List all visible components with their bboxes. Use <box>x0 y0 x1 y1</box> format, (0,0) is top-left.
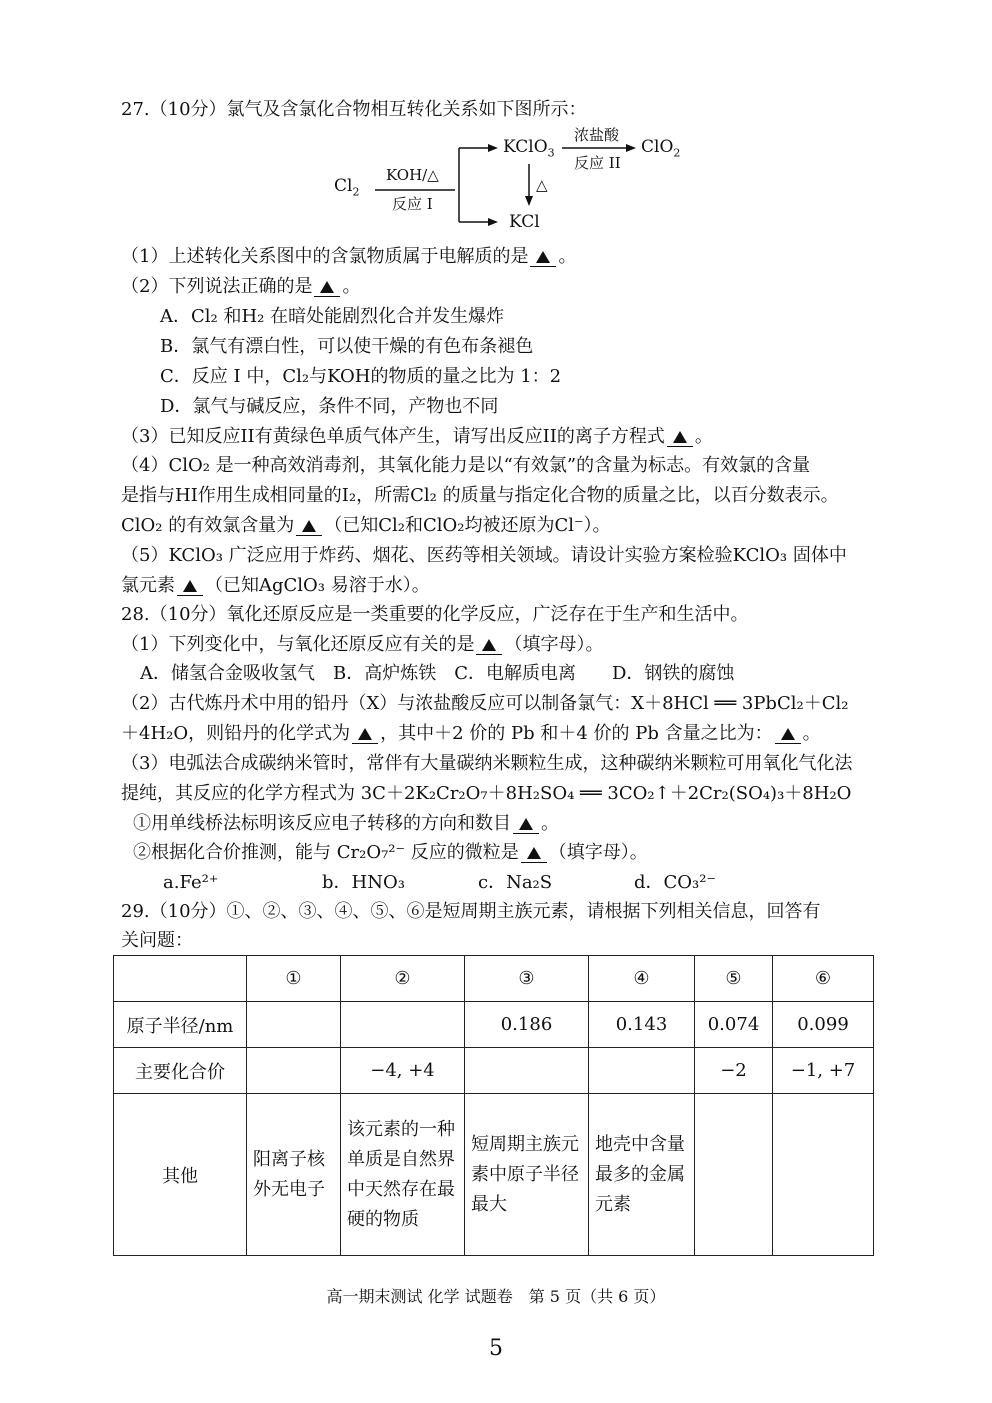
table-cell: 主要化合价 <box>114 1048 247 1094</box>
q27-option-a: A．Cl₂ 和H₂ 在暗处能剧烈化合并发生爆炸 <box>160 306 505 327</box>
answer-blank[interactable] <box>513 815 539 834</box>
reaction1-label: 反应 I <box>392 195 433 213</box>
diagram-arrows <box>0 0 992 260</box>
table-header-cell: ④ <box>589 956 695 1002</box>
triangle-icon <box>183 580 197 592</box>
table-cell <box>589 1048 695 1094</box>
cl2-label: $Cl_2$ <box>334 176 360 199</box>
table-cell <box>465 1048 589 1094</box>
triangle-icon <box>358 728 372 740</box>
q27-part2: （2）下列说法正确的是 。 <box>121 276 361 297</box>
table-row-radius <box>114 1002 874 1048</box>
triangle-icon <box>781 728 795 740</box>
table-cell <box>341 1002 465 1048</box>
q27-part1: （1）上述转化关系图中的含氯物质属于电解质的是 。 <box>121 246 577 267</box>
triangle-icon <box>519 818 533 830</box>
kcl-label: KCl <box>509 212 540 232</box>
q27-part5-line2: 氯元素 （已知AgClO₃ 易溶于水）。 <box>121 575 430 596</box>
table-header-cell: ⑥ <box>773 956 874 1002</box>
table-cell: 0.099 <box>773 1002 874 1048</box>
element-info-table <box>113 955 874 1256</box>
triangle-icon <box>482 639 496 651</box>
answer-blank[interactable] <box>775 725 801 744</box>
q29-heading-line1: 29.（10分）①、②、③、④、⑤、⑥是短周期主族元素，请根据下列相关信息，回答有 <box>121 901 821 922</box>
q27-heading: 27.（10分）氯气及含氯化合物相互转化关系如下图所示： <box>121 99 587 120</box>
koh-delta-label: KOH/△ <box>386 166 439 184</box>
table-cell: 0.186 <box>465 1002 589 1048</box>
q28-part3-line1: （3）电弧法合成碳纳米管时，常伴有大量碳纳米颗粒生成，这种碳纳米颗粒可用氧化气化法 <box>121 753 853 774</box>
table-cell <box>247 1002 341 1048</box>
q28-sub1: ①用单线桥法标明该反应电子转移的方向和数目 。 <box>133 813 559 834</box>
arrowhead-kclo3 <box>488 144 498 152</box>
q28-choice-b: b．HNO₃ <box>322 872 405 893</box>
arrowhead-down <box>525 196 533 206</box>
reaction2-label: 反应 II <box>574 154 621 172</box>
table-cell: −2 <box>695 1048 773 1094</box>
answer-blank[interactable] <box>476 636 502 655</box>
table-cell: 该元素的一种单质是自然界中天然存在最硬的物质 <box>341 1094 465 1256</box>
q28-choice-d: d．CO₃²⁻ <box>634 872 716 893</box>
table-header-row <box>114 956 874 1002</box>
arrowhead-kcl <box>488 218 498 226</box>
table-cell: −4, +4 <box>341 1048 465 1094</box>
triangle-icon <box>320 281 334 293</box>
answer-blank[interactable] <box>177 577 203 596</box>
q28-sub2: ②根据化合价推测，能与 Cr₂O₇²⁻ 反应的微粒是 （填字母）。 <box>133 842 648 863</box>
q28-part3-line2: 提纯，其反应的化学方程式为 3C＋2K₂Cr₂O₇＋8H₂SO₄ ══ 3CO₂↑＋2Cr₂(SO₄)₃＋8H₂O <box>121 783 852 804</box>
arrowhead-clo2 <box>626 144 636 152</box>
triangle-icon <box>302 520 316 532</box>
triangle-icon <box>536 251 550 263</box>
q28-part1: （1）下列变化中，与氧化还原反应有关的是 （填字母）。 <box>121 634 604 655</box>
table-row-valence <box>114 1048 874 1094</box>
q28-part1-options: A．储氢合金吸收氢气 B．高炉炼铁 C．电解质电离 D．钢铁的腐蚀 <box>140 663 735 684</box>
q27-part4-line1: （4）ClO₂ 是一种高效消毒剂，其氧化能力是以“有效氯”的含量为标志。有效氯的含量 <box>121 455 811 476</box>
table-cell: 0.074 <box>695 1002 773 1048</box>
q27-part3: （3）已知反应II有黄绿色单质气体产生，请写出反应II的离子方程式 。 <box>121 426 713 447</box>
q28-heading: 28.（10分）氧化还原反应是一类重要的化学反应，广泛存在于生产和生活中。 <box>121 604 749 625</box>
table-cell: 原子半径/nm <box>114 1002 247 1048</box>
q28-part2-line1: （2）古代炼丹术中用的铅丹（X）与浓盐酸反应可以制备氯气：X＋8HCl ══ 3PbCl₂＋Cl₂ <box>121 693 849 714</box>
page-number: 5 <box>489 1336 503 1361</box>
table-header-cell: ② <box>341 956 465 1002</box>
answer-blank[interactable] <box>530 248 556 267</box>
table-cell: 地壳中含量最多的金属元素 <box>589 1094 695 1256</box>
q27-part4-line2: 是指与HI作用生成相同量的I₂，所需Cl₂ 的质量与指定化合物的质量之比，以百分数表示。 <box>121 485 839 506</box>
answer-blank[interactable] <box>314 278 340 297</box>
table-cell: 0.143 <box>589 1002 695 1048</box>
answer-blank[interactable] <box>352 725 378 744</box>
q27-part5-line1: （5）KClO₃ 广泛应用于炸药、烟花、医药等相关领域。请设计实验方案检验KClO₃ 固体中 <box>121 545 847 566</box>
table-cell: 短周期主族元素中原子半径最大 <box>465 1094 589 1256</box>
triangle-icon <box>527 847 541 859</box>
q28-part2-line2: ＋4H₂O，则铅丹的化学式为 ，其中＋2 价的 Pb 和＋4 价的 Pb 含量之比为： 。 <box>121 723 821 744</box>
table-header-cell: ① <box>247 956 341 1002</box>
table-header-cell: ③ <box>465 956 589 1002</box>
table-cell <box>695 1094 773 1256</box>
triangle-icon <box>673 431 687 443</box>
table-header-cell <box>114 956 247 1002</box>
q29-heading-line2: 关问题： <box>121 930 193 951</box>
q27-part4-line3: ClO₂ 的有效氯含量为 （已知Cl₂和ClO₂均被还原为Cl⁻）。 <box>121 515 611 536</box>
q28-choice-a: a.Fe²⁺ <box>163 872 219 893</box>
table-row-other <box>114 1094 874 1256</box>
answer-blank[interactable] <box>521 844 547 863</box>
conc-hcl-label: 浓盐酸 <box>574 126 620 144</box>
table-cell <box>773 1094 874 1256</box>
kclo3-label: KClO$_3$ <box>503 137 555 160</box>
page-footer: 高一期末测试 化学 试题卷 第 5 页（共 6 页） <box>326 1287 666 1306</box>
q27-option-b: B．氯气有漂白性，可以使干燥的有色布条褪色 <box>160 336 534 357</box>
heat-label: △ <box>536 176 548 194</box>
table-cell <box>247 1048 341 1094</box>
q28-choice-c: c．Na₂S <box>478 872 553 893</box>
answer-blank[interactable] <box>296 517 322 536</box>
table-cell: 其他 <box>114 1094 247 1256</box>
table-cell: −1, +7 <box>773 1048 874 1094</box>
table-header-cell: ⑤ <box>695 956 773 1002</box>
clo2-label: ClO$_2$ <box>641 137 681 160</box>
q27-option-c: C．反应 I 中，Cl₂与KOH的物质的量之比为 1：2 <box>160 366 562 387</box>
answer-blank[interactable] <box>667 428 693 447</box>
q27-option-d: D．氯气与碱反应，条件不同，产物也不同 <box>160 396 499 417</box>
table-cell: 阳离子核外无电子 <box>247 1094 341 1256</box>
